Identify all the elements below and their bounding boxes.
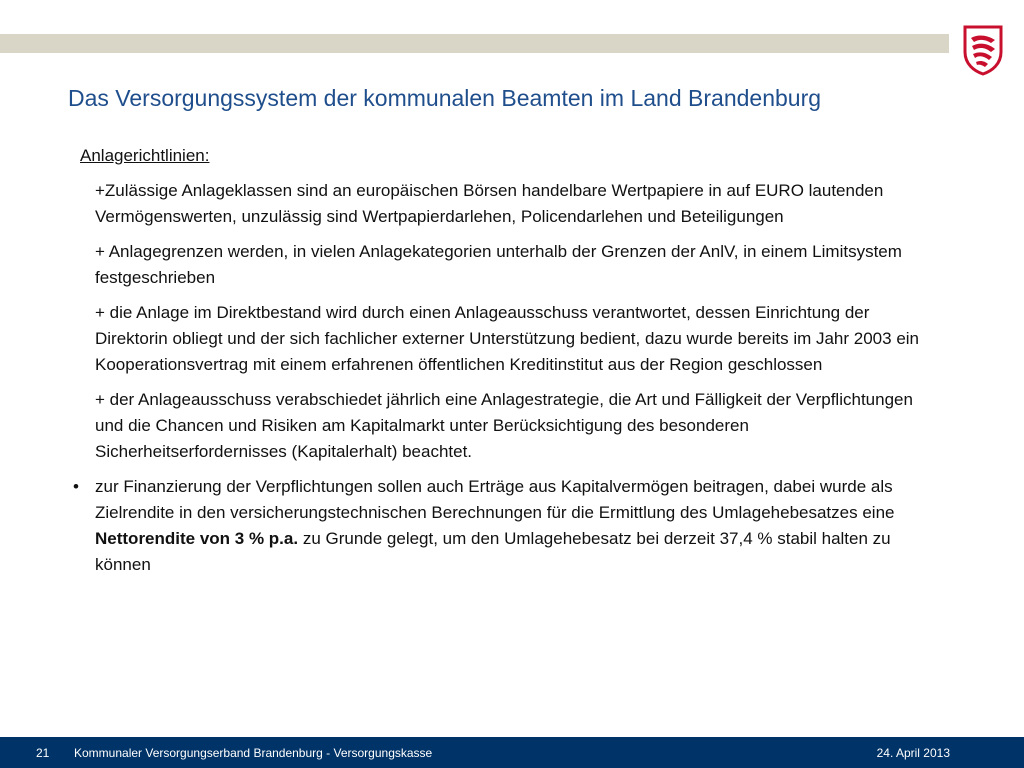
footer-bar — [0, 737, 1024, 768]
slide-title: Das Versorgungssystem der kommunalen Beamten im Land Brandenburg — [68, 85, 822, 111]
bullet-text-after: zu Grunde gelegt, um den Umlagehebesatz bei derzeit 37,4 % stabil halten zu können — [95, 529, 891, 574]
eagle-shield-logo-icon — [962, 24, 1004, 76]
page-number: 21 — [36, 746, 50, 760]
bullet-marker: • — [73, 477, 79, 496]
footer-date: 24. April 2013 — [876, 746, 950, 760]
paragraph-direct-investment: + die Anlage im Direktbestand wird durch einen Anlageausschuss verantwortet, dessen Einrichtung der Direktorin obliegt und der sich fachlicher externer Unterstützung bedient, dazu wurde bereits im Jahr 2003 ein Kooperationsvertrag mit einem erfahrenen öffentlichen Kreditinstitut aus der Region geschlossen — [95, 303, 920, 374]
bullet-item-financing — [73, 474, 945, 578]
paragraph-investment-limits: + Anlagegrenzen werden, in vielen Anlagekategorien unterhalb der Grenzen der AnlV, in einem Limitsystem festgeschrieben — [95, 242, 902, 287]
paragraph-investment-strategy: + der Anlageausschuss verabschiedet jährlich eine Anlagestrategie, die Art und Fälligkeit der Verpflichtungen und die Chancen und Risiken am Kapitalmarkt unter Berücksichtigung des besonderen Sicherheitserfordernisses (Kapitalerhalt) beachtet. — [95, 390, 913, 461]
bullet-text-bold: Nettorendite von 3 % p.a. — [95, 529, 299, 548]
section-heading: Anlagerichtlinien: — [80, 146, 210, 165]
bullet-text-before: zur Finanzierung der Verpflichtungen sollen auch Erträge aus Kapitalvermögen beitragen, dabei wurde als Zielrendite in den versicherungstechnischen Berechnungen für die Ermittlung des Umlagehebesatzes eine — [95, 477, 895, 522]
paragraph-allowed-asset-classes: +Zulässige Anlageklassen sind an europäischen Börsen handelbare Wertpapiere in auf EURO lautenden Vermögenswerten, unzulässig sind Wertpapierdarlehen, Policendarlehen und Beteiligungen — [95, 181, 884, 226]
slide-content — [70, 143, 950, 578]
top-decorative-band — [0, 34, 949, 53]
footer-organization: Kommunaler Versorgungserband Brandenburg - Versorgungskasse — [74, 746, 433, 760]
